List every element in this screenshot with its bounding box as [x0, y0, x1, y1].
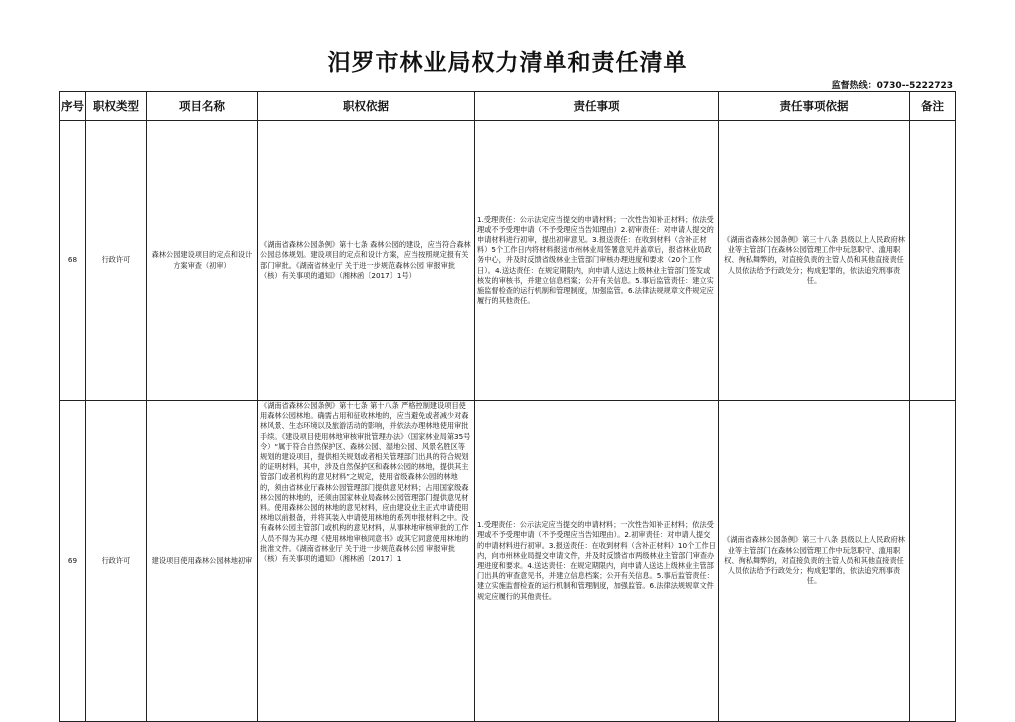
cell-basis: 《湖南省森林公园条例》第十七条 第十八条 严格控制建设项目使用森林公园林地。确需占用和征收林地的，应当避免或者减少对森林风景、生态环境以及旅游活动的影响，并依法办理林地使用审批手续。《建设项目使用林地审核审批管理办法》（国家林业局第35号令）“属于符合自然保护区、森林公园、湿地公园、风景名胜区等规划的建设项目，提供相关规划或者相关管理部门出具的符合规划的证明材料，其中，涉及自然保护区和森林公园的林地，提供其主管部门或者机构的意见材料”之规定，使用省级森林公园的林地的，须由省林业厅森林公园管理部门提供意见材料；占用国家级森林公园的林地的，还须由国家林业局森林公园管理部门提供意见材料。使用森林公园的林地的意见材料，应由建设业主正式申请使用林地以前报备，并将其装入申请使用林地的系列申报材料之中。没有森林公园主管部门或机构的意见材料，从事林地审核审批的工作人员不得为其办理《使用林地审核同意书》或其它同意使用林地的批准文件。《湖南省林业厅 关于进一步规范森林公园 审报审批（核）有关事项的通知》（湘林函〔2017〕1	[258, 401, 475, 722]
cell-name: 森林公园建设项目的定点和设计方案审查（初审）	[147, 121, 258, 401]
cell-duty-basis: 《湖南省森林公园条例》第三十八条 县级以上人民政府林业等主管部门在森林公园管理工作中玩忽职守、滥用职权、徇私舞弊的，对直接负责的主管人员和其他直接责任人员依法给予行政处分；构成犯罪的，依法追究刑事责任。	[719, 121, 910, 401]
cell-basis: 《湖南省森林公园条例》第十七条 森林公园的建设，应当符合森林公园总体规划。建设项目的定点和设计方案，应当按照规定报有关部门审批。《湖南省林业厅 关于进一步规范森林公园 审报审批（核）有关事项的通知》（湘林函〔2017〕1号）	[258, 121, 475, 401]
table-row	[60, 401, 956, 722]
cell-duty: 1.受理责任：公示法定应当提交的申请材料；一次性告知补正材料；依法受理或不予受理申请（不予受理应当告知理由）。2.初审责任：对申请人提交的申请材料进行初审。3.报送责任：在收到材料（含补正材料）10个工作日内，向市州林业局提交申请文件，并及时反馈省市两级林业主管部门审查办理进度和要求。4.送达责任：在规定期限内，向申请人送达上级林业主管部门出具的审查意见书，并建立信息档案；公开有关信息。5.事后监管责任：建立实施监督检查的运行机制和管理制度，加强监管。6.法律法规规章文件规定应履行的其他责任。	[475, 401, 719, 722]
header-note: 备注	[910, 92, 956, 121]
header-duty-basis: 责任事项依据	[719, 92, 910, 121]
cell-note	[910, 121, 956, 401]
cell-name: 建设项目使用森林公园林地初审	[147, 401, 258, 722]
header-no: 序号	[60, 92, 86, 121]
cell-duty-basis: 《湖南省森林公园条例》第三十八条 县级以上人民政府林业等主管部门在森林公园管理工作中玩忽职守、滥用职权、徇私舞弊的，对直接负责的主管人员和其他直接责任人员依法给予行政处分；构成犯罪的，依法追究刑事责任。	[719, 401, 910, 722]
header-duty: 责任事项	[475, 92, 719, 121]
hotline-text: 监督热线：0730--5222723	[831, 81, 953, 91]
cell-no: 68	[60, 121, 86, 401]
header-name: 项目名称	[147, 92, 258, 121]
table-header-row	[60, 92, 956, 121]
cell-type: 行政许可	[86, 121, 147, 401]
cell-no: 69	[60, 401, 86, 722]
cell-note	[910, 401, 956, 722]
responsibility-table	[59, 91, 956, 722]
page-title: 汨罗市林业局权力清单和责任清单	[327, 50, 688, 76]
header-type: 职权类型	[86, 92, 147, 121]
table-row	[60, 121, 956, 401]
cell-duty: 1.受理责任：公示法定应当提交的申请材料；一次性告知补正材料；依法受理或不予受理申请（不予受理应当告知理由）2.初审责任：对申请人提交的申请材料进行初审，提出初审意见。3.报送责任：在收到材料（含补正材料）5个工作日内将材料报送市州林业局签署意见并盖章后，报省林业局政务中心，并及时反馈省级林业主管部门审核办理进度和要求（20个工作日）。4.送达责任：在规定期限内，向申请人送达上级林业主管部门签发或核发的审核书，并建立信息档案；公开有关信息。5.事后监管责任：建立实施监督检查的运行机制和管理制度，加强监管。6.法律法规规章文件规定应履行的其他责任。	[475, 121, 719, 401]
cell-type: 行政许可	[86, 401, 147, 722]
header-basis: 职权依据	[258, 92, 475, 121]
